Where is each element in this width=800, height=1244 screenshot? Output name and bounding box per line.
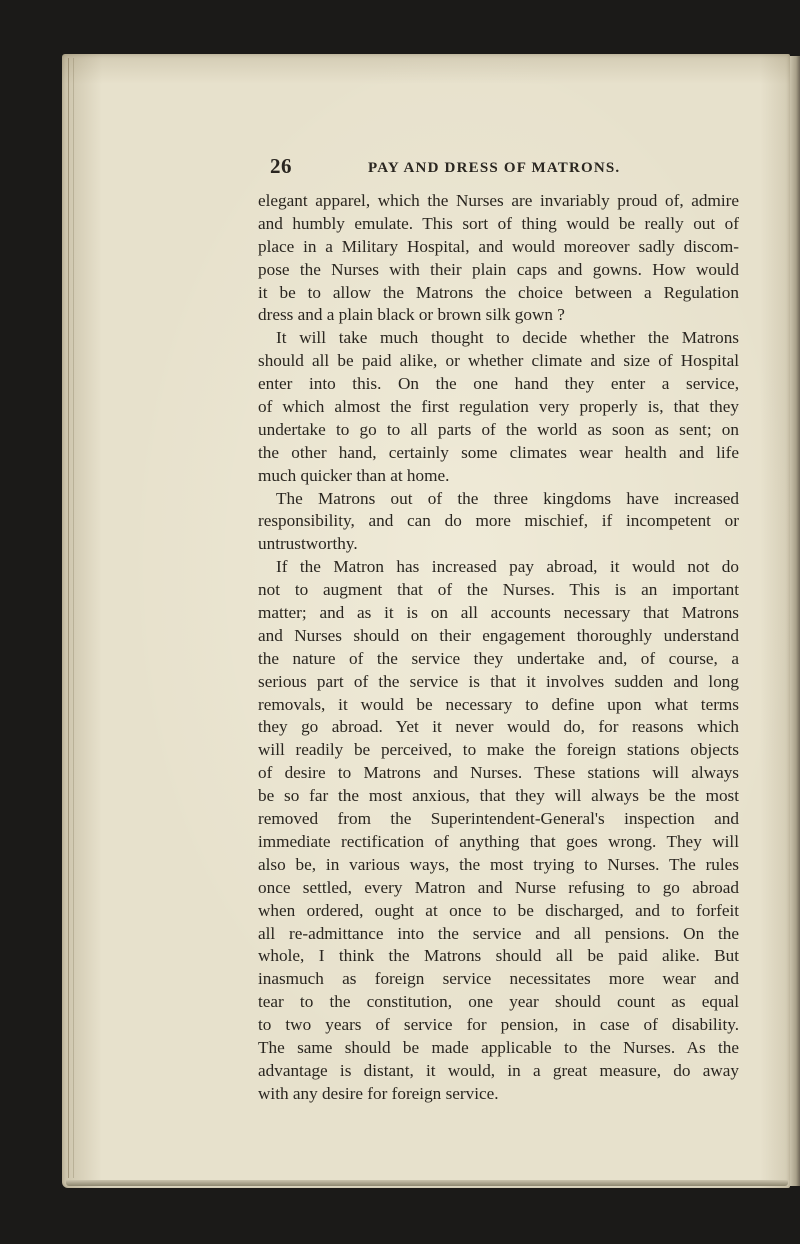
text-line: be so far the most anxious, that they will always be the most (258, 786, 739, 806)
text-line: and humbly emulate. This sort of thing would be really out of (258, 213, 739, 233)
text-line: enter into this. On the one hand they enter a service, (258, 374, 739, 394)
text-line: The Matrons out of the three kingdoms have increased (276, 488, 739, 508)
page-header (270, 154, 740, 182)
text-line: dress and a plain black or brown silk gown ? (258, 305, 565, 325)
text-line: to two years of service for pension, in case of disability. (258, 1015, 739, 1035)
text-line: advantage is distant, it would, in a great measure, do away (258, 1060, 739, 1080)
page-gutter-edge (68, 58, 74, 1178)
text-line: all re-admittance into the service and all pensions. On the (258, 923, 739, 943)
text-line: immediate rectification of anything that goes wrong. They will (258, 831, 739, 851)
text-line: untrustworthy. (258, 534, 358, 554)
text-line: of desire to Matrons and Nurses. These stations will always (258, 763, 739, 783)
text-line: the nature of the service they undertake and, of course, a (258, 648, 739, 668)
text-line: whole, I think the Matrons should all be paid alike. But (258, 946, 739, 966)
text-line: inasmuch as foreign service necessitates more wear and (258, 969, 739, 989)
text-line: The same should be made applicable to the Nurses. As the (258, 1037, 739, 1057)
text-line: removals, it would be necessary to define upon what terms (258, 694, 739, 714)
text-line: It will take much thought to decide whether the Matrons (276, 328, 739, 348)
text-line: tear to the constitution, one year should count as equal (258, 992, 739, 1012)
text-line: should all be paid alike, or whether climate and size of Hospital (258, 351, 739, 371)
text-line: pose the Nurses with their plain caps and gowns. How would (258, 259, 739, 279)
text-line: not to augment that of the Nurses. This is an important (258, 580, 739, 600)
body-text (258, 190, 739, 1106)
text-line: once settled, every Matron and Nurse refusing to go abroad (258, 877, 739, 897)
text-line: they go abroad. Yet it never would do, for reasons which (258, 717, 739, 737)
text-line: with any desire for foreign service. (258, 1083, 499, 1103)
text-line: place in a Military Hospital, and would moreover sadly discom- (258, 236, 739, 256)
text-line: when ordered, ought at once to be discharged, and to forfeit (258, 900, 739, 920)
text-line: it be to allow the Matrons the choice between a Regulation (258, 282, 739, 302)
page-bottom-edge (66, 1180, 788, 1186)
text-line: and Nurses should on their engagement thoroughly understand (258, 625, 739, 645)
text-line: elegant apparel, which the Nurses are invariably proud of, admire (258, 191, 739, 210)
text-line: removed from the Superintendent-General's inspection and (258, 809, 739, 829)
text-line: of which almost the first regulation very properly is, that they (258, 397, 739, 417)
running-head: PAY AND DRESS OF MATRONS. (368, 160, 621, 176)
text-line: matter; and as it is on all accounts necessary that Matrons (258, 603, 739, 623)
page-number: 26 (270, 154, 292, 178)
text-line: If the Matron has increased pay abroad, it would not do (276, 557, 739, 577)
text-line: serious part of the service is that it involves sudden and long (258, 671, 739, 691)
page-fore-edge (790, 56, 800, 1186)
text-line: the other hand, certainly some climates wear health and life (258, 442, 739, 462)
text-line: undertake to go to all parts of the world as soon as sent; on (258, 419, 739, 439)
text-line: responsibility, and can do more mischief, if incompetent or (258, 511, 739, 531)
text-line: much quicker than at home. (258, 465, 450, 485)
text-line: also be, in various ways, the most trying to Nurses. The rules (258, 854, 739, 874)
text-line: will readily be perceived, to make the foreign stations objects (258, 740, 739, 760)
